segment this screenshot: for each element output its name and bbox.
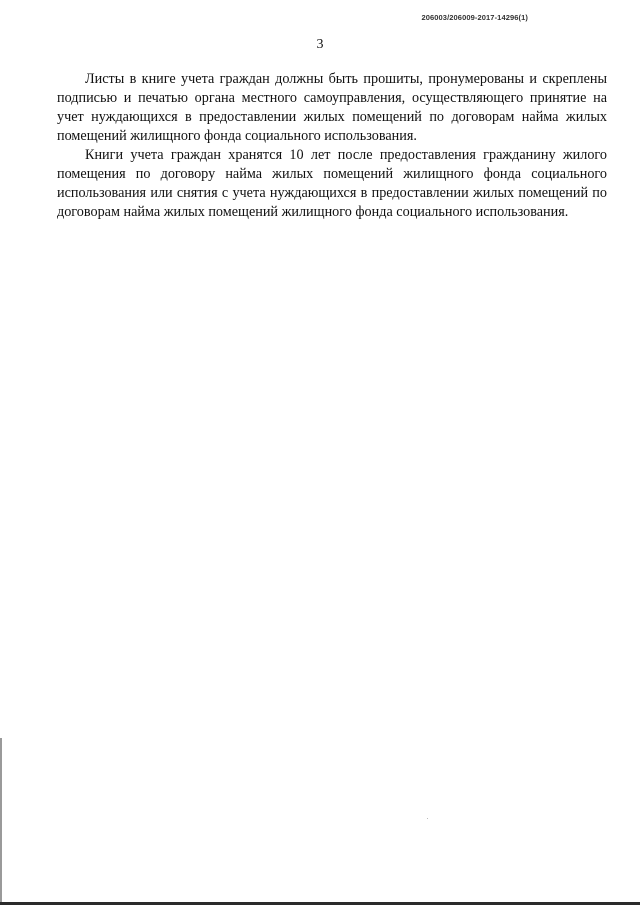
scan-speck	[427, 818, 428, 819]
scan-edge-left	[0, 738, 2, 905]
paragraph: Листы в книге учета граждан должны быть прошиты, пронумерованы и скреплены подписью и печатью органа местного самоуправления, осуществляющего принятие на учет нуждающихся в предоставлении жилых помещений по договорам найма жилых помещений жилищного фонда социального использования.	[57, 71, 607, 144]
page-number: 3	[316, 37, 324, 52]
paragraph: Книги учета граждан хранятся 10 лет после предоставления гражданину жилого помещения по договору найма жилых помещений жилищного фонда социального использования или снятия с учета нуждающихся в предоставлении жилых помещений по договорам найма жилых помещений жилищного фонда социального использования.	[57, 147, 607, 220]
document-body	[57, 70, 607, 222]
document-id: 206003/206009-2017-14296(1)	[421, 13, 528, 22]
